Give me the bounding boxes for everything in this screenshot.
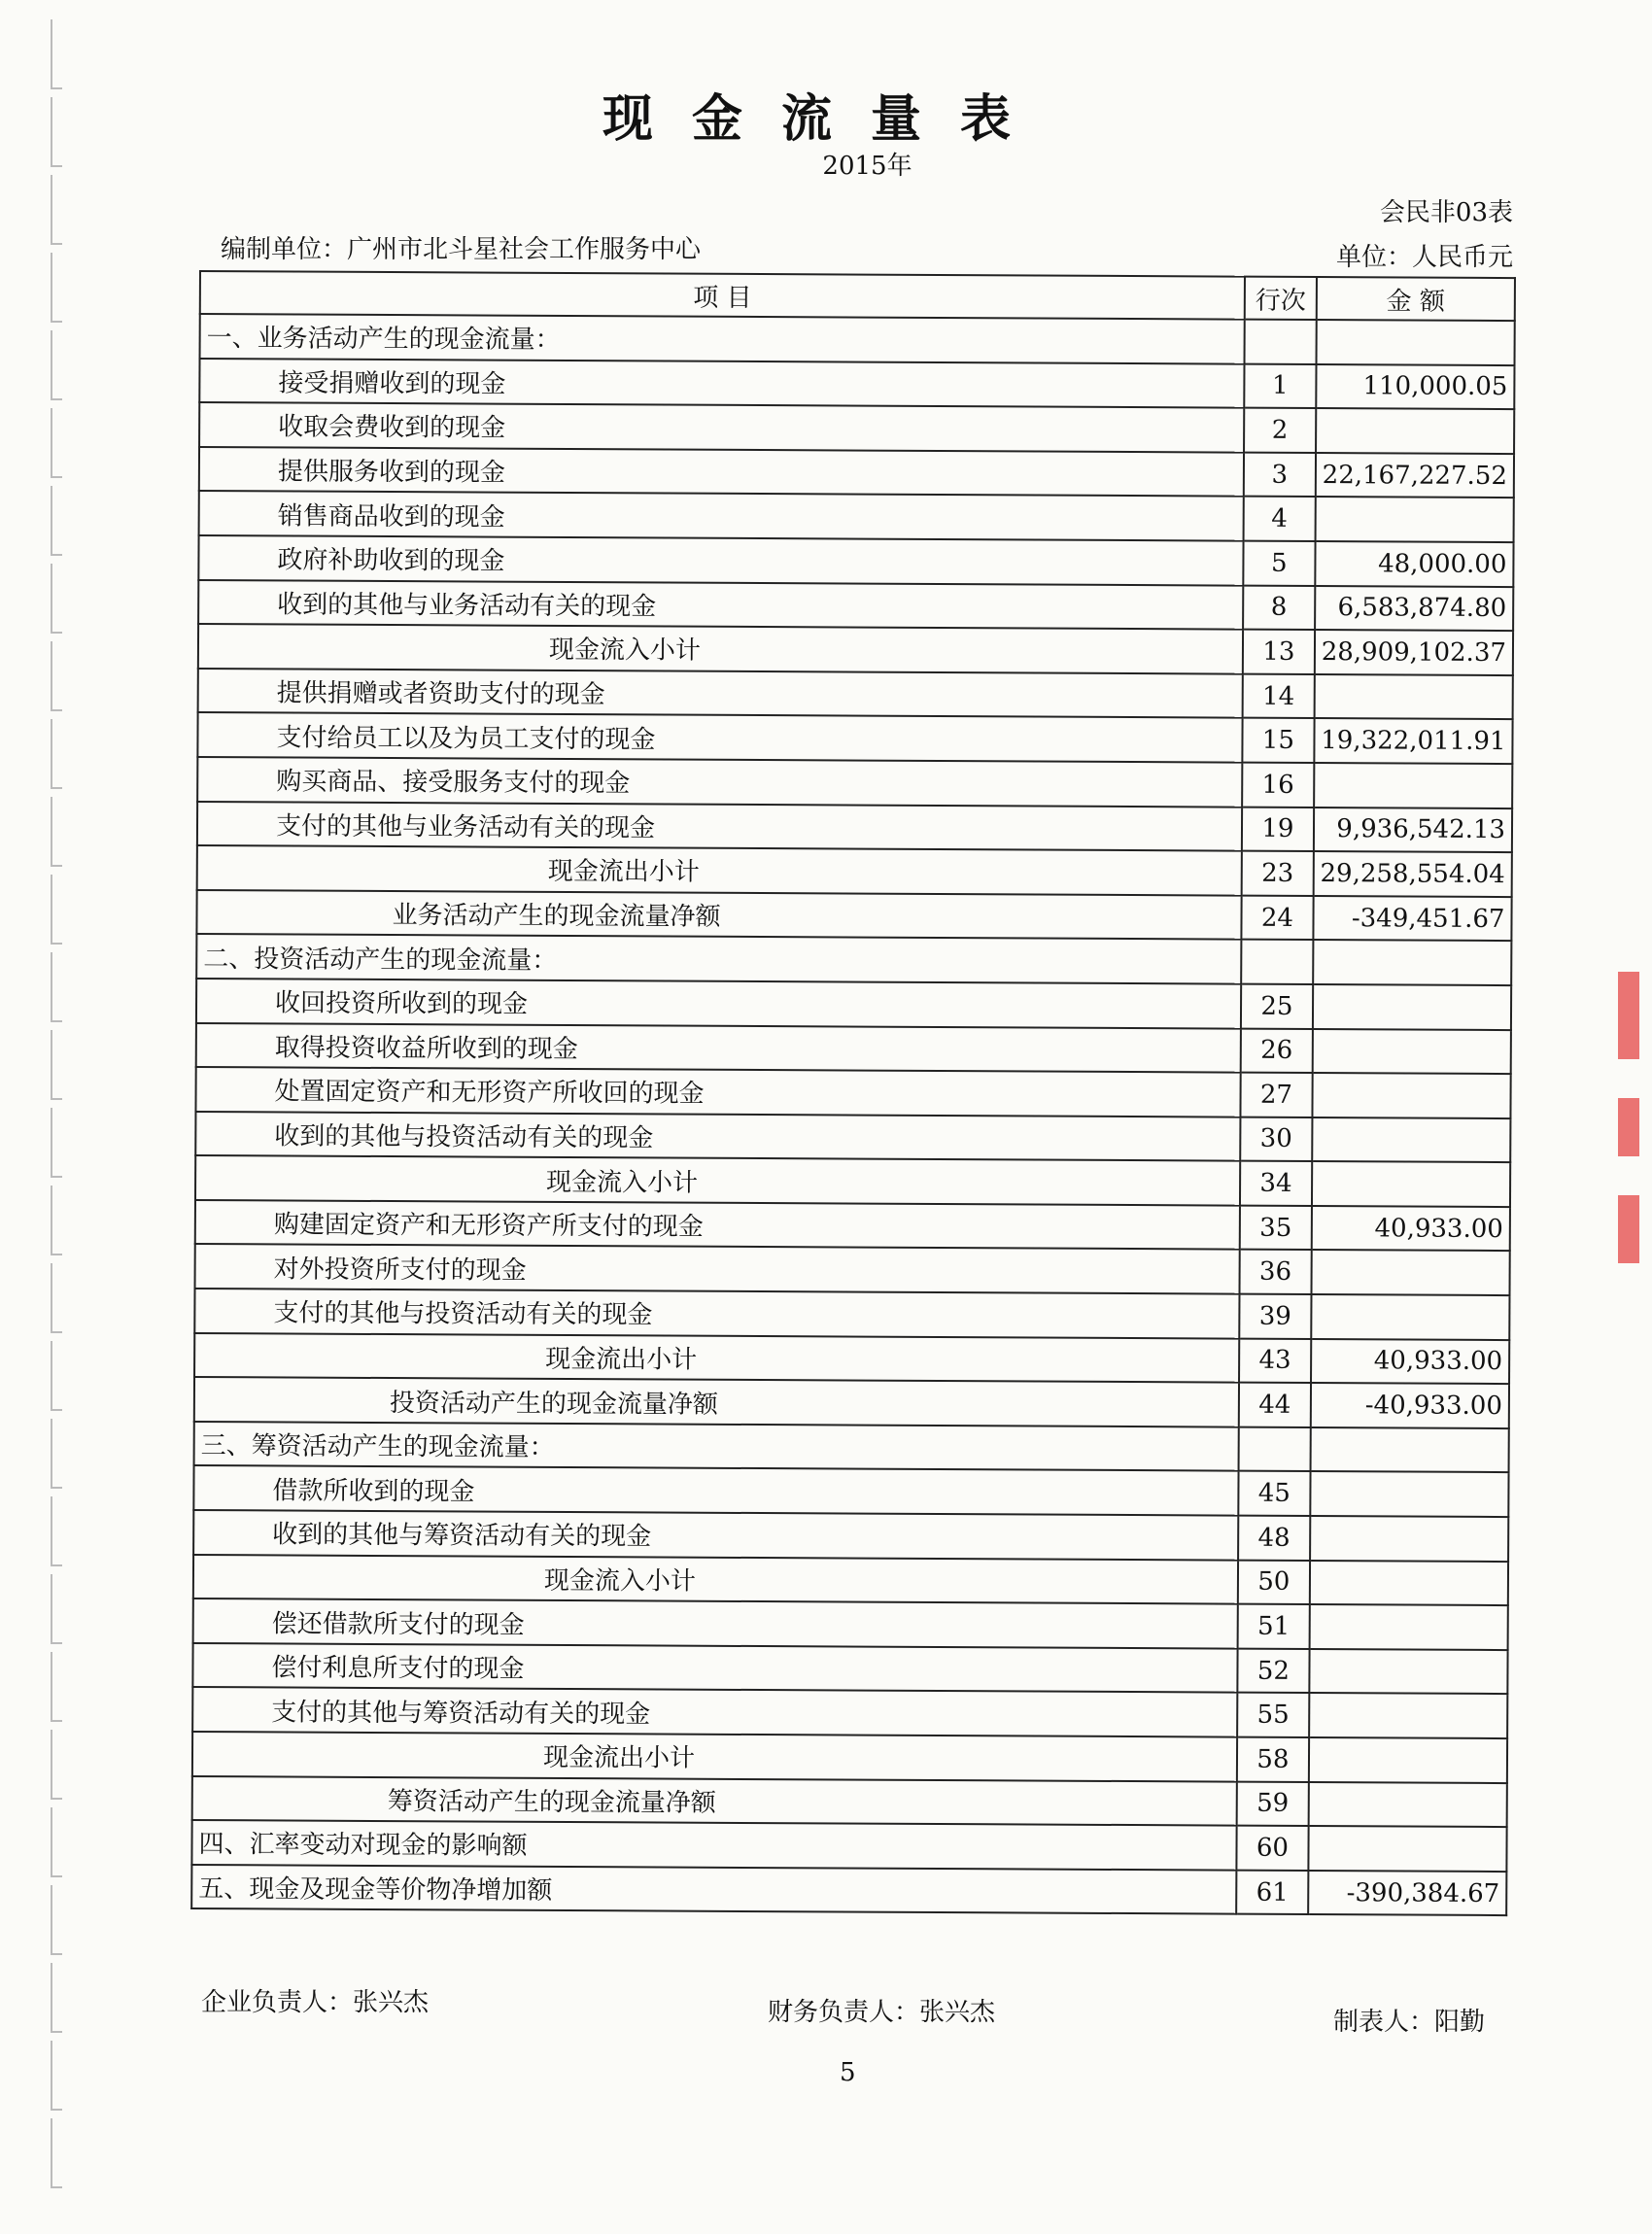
table-row: [191, 1865, 1506, 1916]
row-line-number: 34: [1240, 1161, 1312, 1206]
row-item-label: 偿付利息所支付的现金: [192, 1643, 1237, 1693]
table-row: [197, 802, 1512, 853]
table-row: [196, 934, 1511, 985]
table-row: [196, 890, 1511, 942]
row-line-number: 19: [1242, 807, 1314, 851]
table-row: [198, 669, 1513, 720]
row-item-label: 业务活动产生的现金流量净额: [196, 890, 1241, 940]
row-item-label: 收到的其他与筹资活动有关的现金: [193, 1510, 1238, 1560]
table-row: [195, 1200, 1510, 1252]
row-amount: 9,936,542.13: [1314, 808, 1512, 853]
row-amount: [1309, 1693, 1507, 1738]
row-amount: 6,583,874.80: [1315, 586, 1513, 632]
table-row: [200, 314, 1515, 365]
row-line-number: 60: [1236, 1826, 1308, 1871]
row-amount: 110,000.05: [1316, 364, 1514, 410]
header-line: 行次: [1245, 277, 1317, 320]
row-item-label: 借款所收到的现金: [193, 1465, 1238, 1515]
row-amount: [1311, 1294, 1509, 1340]
page-title: 现金流量表: [602, 89, 1050, 149]
table-row: [198, 624, 1513, 675]
row-item-label: 支付的其他与投资活动有关的现金: [194, 1289, 1239, 1338]
row-amount: 19,322,011.91: [1314, 718, 1512, 764]
row-line-number: 35: [1240, 1205, 1312, 1250]
row-line-number: 43: [1239, 1338, 1311, 1383]
row-line-number: 25: [1241, 984, 1313, 1029]
table-row: [193, 1555, 1508, 1606]
row-item-label: 现金流入小计: [198, 624, 1243, 673]
row-line-number: [1241, 940, 1313, 984]
table-row: [196, 979, 1511, 1030]
row-amount: [1309, 1737, 1507, 1783]
row-amount: [1312, 1161, 1510, 1207]
row-item-label: 支付的其他与业务活动有关的现金: [197, 802, 1242, 851]
table-row: [194, 1289, 1509, 1340]
row-amount: [1314, 674, 1512, 720]
row-line-number: [1239, 1426, 1311, 1471]
table-row: [196, 1022, 1511, 1074]
table-row: [192, 1732, 1507, 1783]
row-item-label: 收到的其他与投资活动有关的现金: [195, 1112, 1240, 1161]
row-item-label: 购建固定资产和无形资产所支付的现金: [195, 1200, 1240, 1250]
table-row: [193, 1598, 1508, 1650]
row-amount: [1315, 497, 1513, 542]
table-row: [197, 845, 1512, 897]
table-header-row: [200, 271, 1515, 321]
row-line-number: 14: [1243, 673, 1315, 718]
row-amount: 22,167,227.52: [1316, 453, 1514, 498]
cash-flow-table: [190, 270, 1516, 1916]
row-item-label: 投资活动产生的现金流量净额: [194, 1377, 1239, 1426]
row-amount: [1311, 1250, 1509, 1295]
table-row: [195, 1112, 1510, 1163]
row-item-label: 二、投资活动产生的现金流量：: [196, 934, 1241, 983]
row-item-label: 支付的其他与筹资活动有关的现金: [192, 1687, 1237, 1736]
row-amount: [1309, 1649, 1507, 1695]
row-line-number: [1245, 320, 1317, 364]
row-line-number: 24: [1241, 895, 1313, 940]
table-row: [199, 491, 1514, 542]
row-item-label: 提供捐赠或者资助支付的现金: [198, 669, 1243, 718]
table-row: [199, 359, 1514, 410]
row-item-label: 一、业务活动产生的现金流量：: [200, 314, 1245, 363]
row-item-label: 政府补助收到的现金: [198, 535, 1243, 585]
table-row: [195, 1067, 1510, 1118]
row-amount: [1313, 984, 1511, 1030]
row-line-number: 30: [1240, 1117, 1312, 1161]
row-amount: 40,933.00: [1311, 1339, 1509, 1385]
row-amount: [1308, 1826, 1506, 1872]
row-line-number: 1: [1244, 363, 1316, 408]
row-amount: [1316, 408, 1514, 454]
binding-marks: [51, 0, 70, 2234]
row-item-label: 现金流入小计: [195, 1155, 1240, 1205]
row-item-label: 筹资活动产生的现金流量净额: [192, 1776, 1237, 1826]
row-item-label: 收取会费收到的现金: [199, 402, 1244, 452]
table-row: [191, 1820, 1506, 1872]
row-item-label: 提供服务收到的现金: [199, 447, 1244, 497]
row-item-label: 五、现金及现金等价物净增加额: [191, 1865, 1236, 1914]
row-line-number: 8: [1243, 585, 1315, 630]
table-row: [194, 1333, 1509, 1385]
row-amount: [1310, 1471, 1508, 1517]
report-year: 2015年: [822, 152, 912, 181]
row-line-number: 27: [1240, 1073, 1312, 1117]
row-item-label: 四、汇率变动对现金的影响额: [191, 1820, 1236, 1870]
table-row: [193, 1465, 1508, 1517]
row-amount: [1310, 1427, 1508, 1473]
row-item-label: 收回投资所收到的现金: [196, 979, 1241, 1028]
row-amount: [1312, 1073, 1510, 1118]
row-amount: -390,384.67: [1308, 1871, 1506, 1916]
table-row: [198, 535, 1513, 587]
table-row: [198, 580, 1513, 632]
row-line-number: 3: [1244, 452, 1316, 497]
row-item-label: 取得投资收益所收到的现金: [196, 1022, 1241, 1072]
table-row: [192, 1643, 1507, 1695]
row-amount: [1316, 320, 1514, 365]
row-item-label: 支付给员工以及为员工支付的现金: [197, 712, 1242, 762]
header-amount: 金 额: [1317, 277, 1515, 321]
row-amount: [1310, 1516, 1508, 1562]
finance-head-signature: 财务负责人：张兴杰: [768, 1998, 996, 2027]
row-line-number: 58: [1237, 1737, 1309, 1782]
table-row: [194, 1377, 1509, 1428]
row-item-label: 处置固定资产和无形资产所收回的现金: [195, 1067, 1240, 1117]
preparer-signature: 制表人：阳勤: [1333, 2008, 1486, 2037]
table-row: [193, 1510, 1508, 1562]
row-line-number: 45: [1238, 1471, 1310, 1516]
row-item-label: 三、筹资活动产生的现金流量：: [194, 1422, 1239, 1471]
row-item-label: 现金流出小计: [192, 1732, 1237, 1781]
row-line-number: 50: [1238, 1560, 1310, 1604]
row-line-number: 4: [1244, 497, 1316, 541]
row-amount: -349,451.67: [1313, 896, 1511, 942]
form-number: 会民非03表: [1379, 198, 1513, 227]
row-amount: 28,909,102.37: [1315, 630, 1513, 675]
table-row: [195, 1244, 1510, 1295]
row-item-label: 接受捐赠收到的现金: [199, 359, 1244, 408]
row-amount: 40,933.00: [1312, 1206, 1510, 1252]
compiling-unit: 编制单位：广州市北斗星社会工作服务中心: [221, 235, 702, 264]
row-amount: 29,258,554.04: [1313, 851, 1511, 897]
row-amount: [1312, 1029, 1510, 1075]
row-line-number: 16: [1242, 763, 1314, 808]
row-item-label: 销售商品收到的现金: [199, 491, 1244, 540]
row-line-number: 15: [1242, 718, 1314, 763]
page-number: 5: [840, 2058, 856, 2087]
row-item-label: 现金流出小计: [197, 845, 1242, 895]
row-item-label: 收到的其他与业务活动有关的现金: [198, 580, 1243, 630]
row-item-label: 现金流出小计: [194, 1333, 1239, 1383]
row-amount: [1309, 1604, 1507, 1650]
table-row: [197, 712, 1512, 764]
row-line-number: 36: [1240, 1250, 1312, 1294]
table-row: [195, 1155, 1510, 1207]
row-line-number: 48: [1238, 1516, 1310, 1561]
row-amount: [1308, 1782, 1506, 1828]
row-line-number: 52: [1237, 1648, 1309, 1693]
table-row: [192, 1687, 1507, 1738]
table-row: [194, 1422, 1509, 1473]
row-amount: 48,000.00: [1315, 541, 1513, 587]
row-line-number: 59: [1237, 1781, 1309, 1826]
row-line-number: 61: [1236, 1870, 1308, 1914]
row-item-label: 购买商品、接受服务支付的现金: [197, 757, 1242, 807]
row-item-label: 偿还借款所支付的现金: [193, 1598, 1238, 1648]
row-line-number: 23: [1242, 851, 1314, 896]
table-row: [197, 757, 1512, 808]
row-line-number: 39: [1239, 1294, 1311, 1339]
table-row: [199, 402, 1514, 454]
red-stamp-mark: [1618, 972, 1647, 1283]
row-amount: [1314, 763, 1512, 808]
row-amount: [1313, 940, 1511, 985]
row-line-number: 55: [1237, 1693, 1309, 1737]
row-amount: [1312, 1117, 1510, 1163]
row-item-label: 现金流入小计: [193, 1555, 1238, 1604]
enterprise-head-signature: 企业负责人：张兴杰: [201, 1988, 430, 2017]
row-line-number: 26: [1241, 1028, 1313, 1073]
row-item-label: 对外投资所支付的现金: [195, 1244, 1240, 1293]
table-row: [199, 447, 1514, 498]
row-line-number: 44: [1239, 1383, 1311, 1427]
header-item: 项 目: [200, 271, 1245, 320]
row-line-number: 51: [1238, 1604, 1310, 1649]
row-line-number: 2: [1244, 408, 1316, 453]
row-amount: -40,933.00: [1311, 1383, 1509, 1428]
row-amount: [1310, 1561, 1508, 1606]
row-line-number: 5: [1243, 541, 1315, 586]
row-line-number: 13: [1243, 630, 1315, 674]
currency-unit: 单位：人民币元: [1335, 243, 1513, 272]
table-row: [192, 1776, 1507, 1828]
